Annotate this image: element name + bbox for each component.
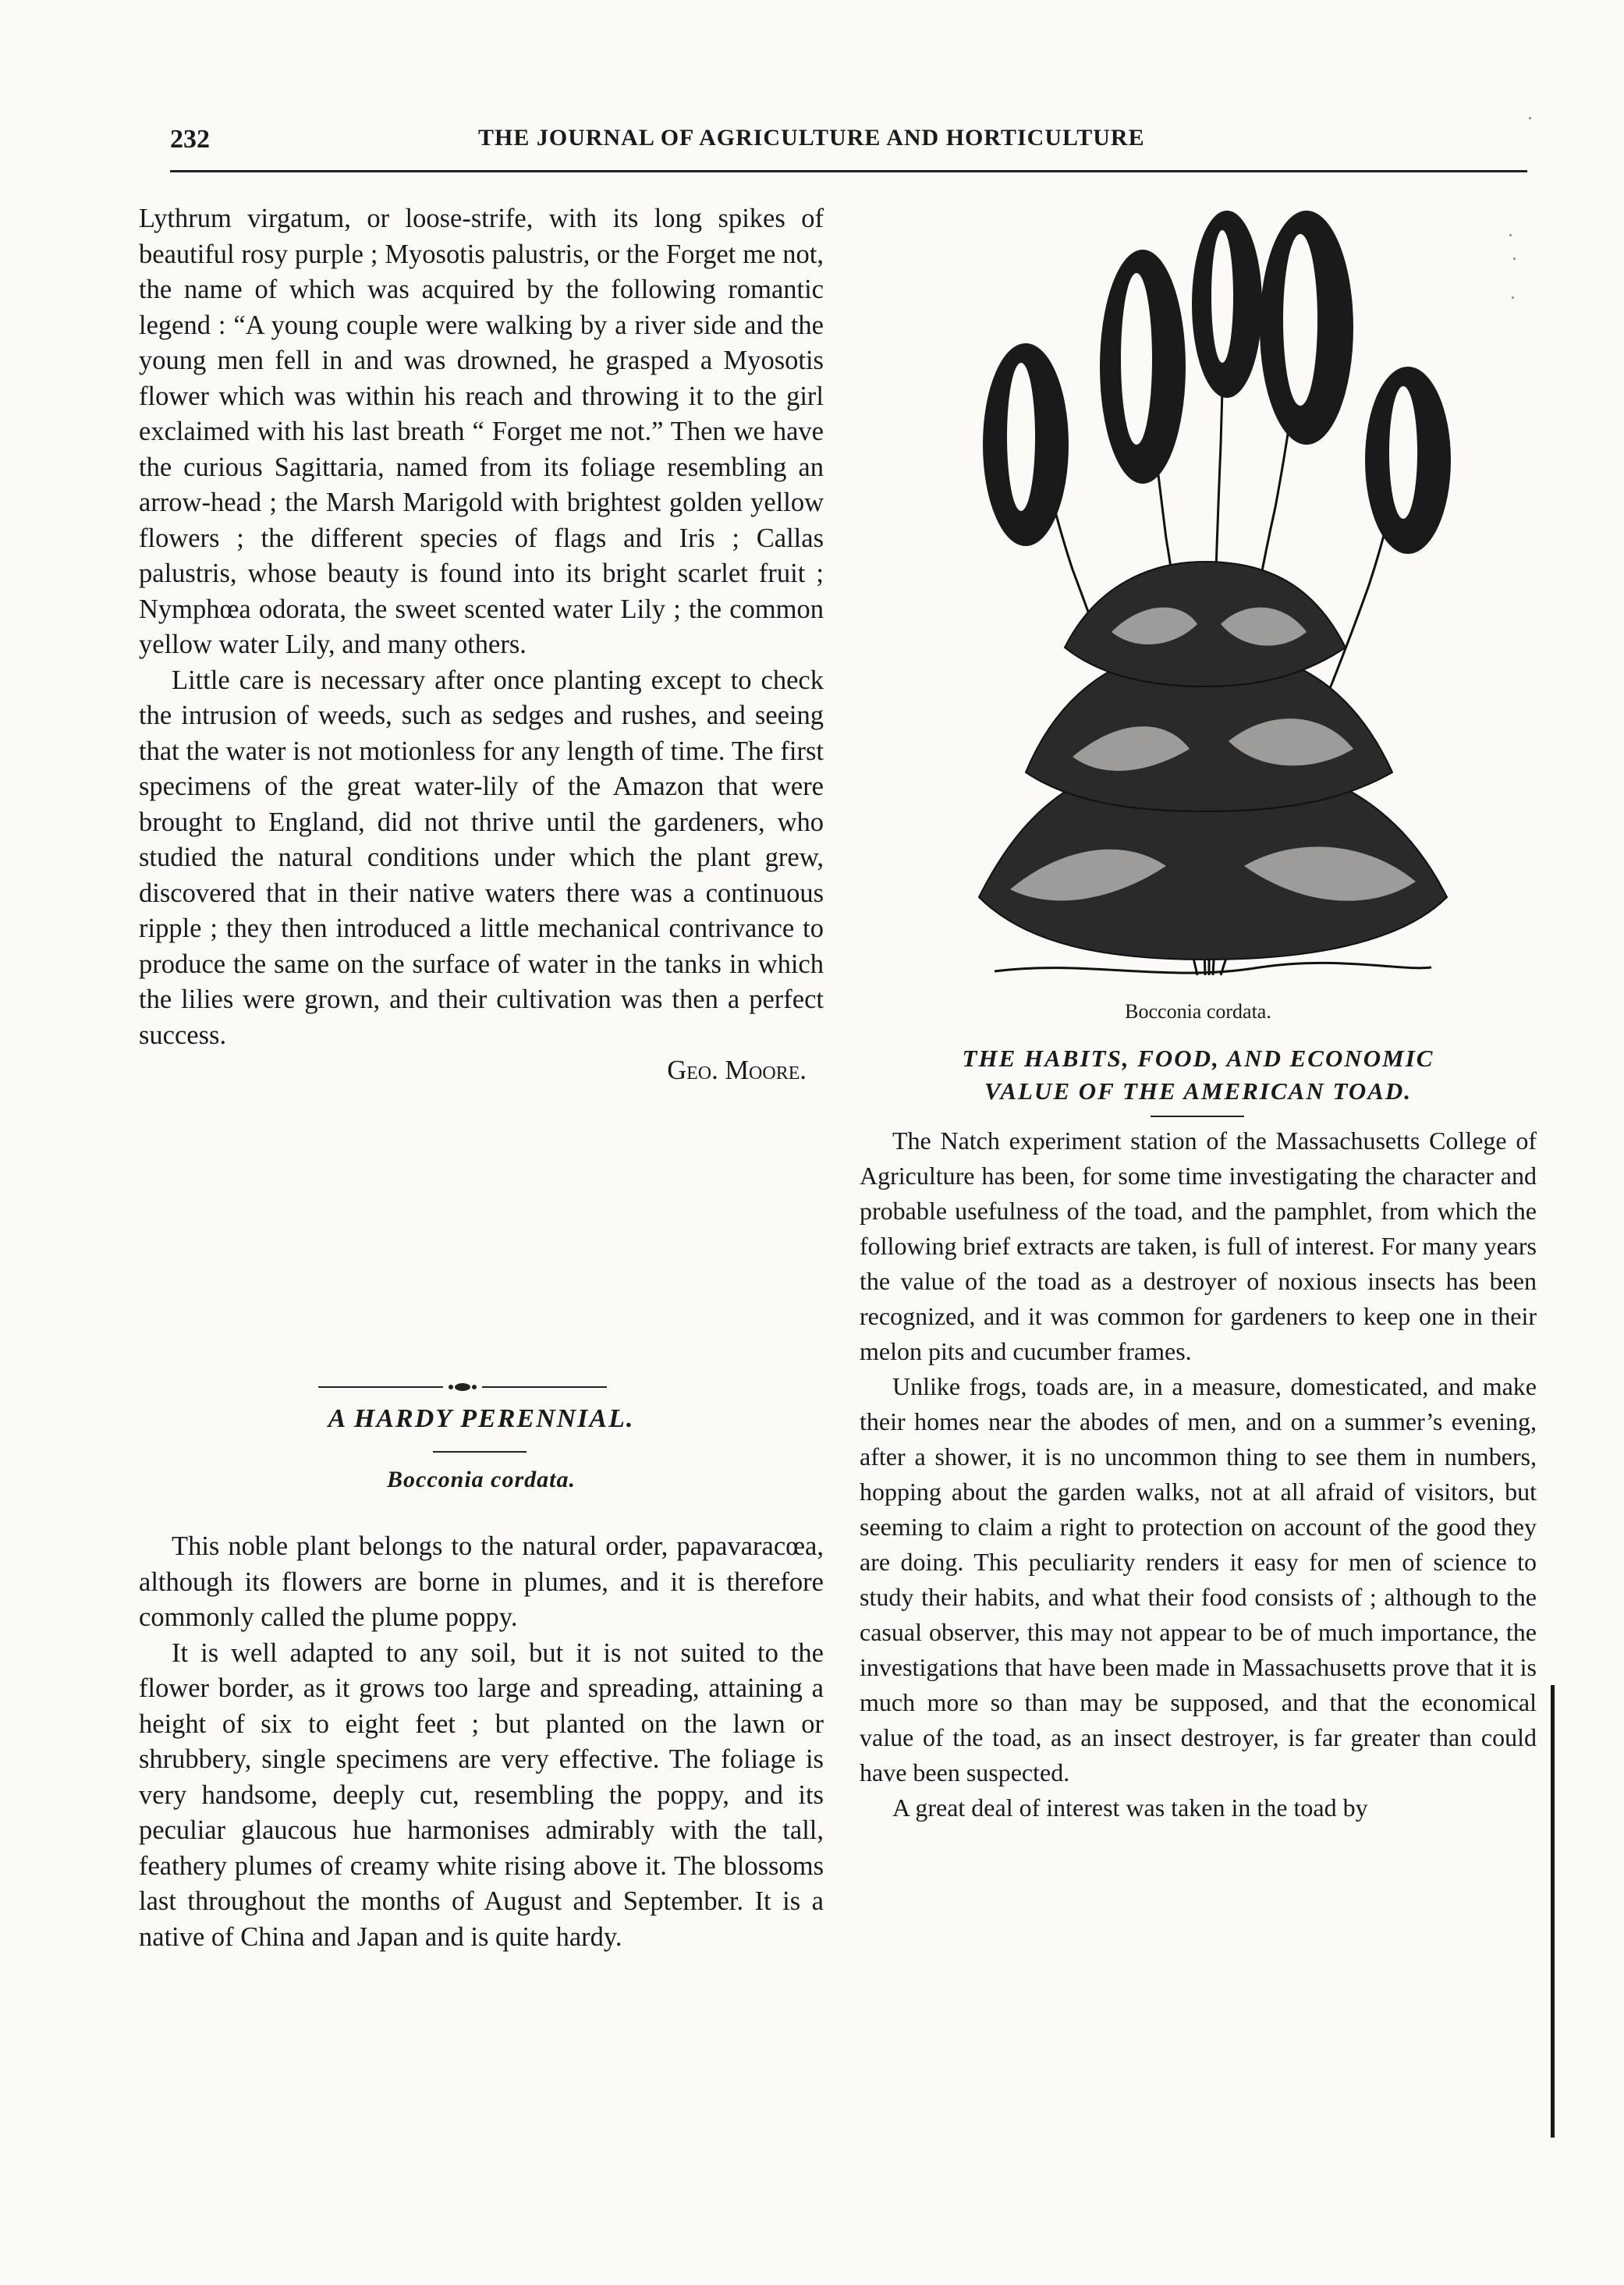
figure-caption: Bocconia cordata.	[1125, 1000, 1271, 1023]
paragraph: It is well adapted to any soil, but it is not suited to the flower border, as it grows too large and spreading, attaining a height of six to eight feet ; but planted on the lawn or shrubbery, single specimens are very effective. The foliage is very handsome, deeply cut, resembling the poppy, and its peculiar glaucous hue harmonises admirably with the tall, feathery plumes of creamy white rising above it. The blossoms last throughout the months of August and September. It is a native of China and Japan and is quite hardy.	[139, 1637, 824, 1952]
paragraph: The Natch experiment station of the Massachusetts College of Agriculture has been, for some time investigating the character and probable usefulness of the toad, and the pamphlet, from which the following brief extracts are taken, is full of interest. For many years the value of the toad as a destroyer of noxious insects has been recognized, and it was common for gardeners to keep one in their melon pits and cucumber frames.	[860, 1127, 1537, 1365]
article-subtitle: Bocconia cordata.	[387, 1467, 576, 1492]
paragraph: A great deal of interest was taken in the toad by	[892, 1794, 1368, 1822]
print-speck	[1509, 234, 1512, 236]
header-rule	[170, 170, 1527, 172]
plant-illustration	[932, 211, 1478, 991]
article-body-toad	[860, 1123, 1537, 1826]
article-title-toad	[860, 1042, 1537, 1108]
article-body-bocconia	[139, 1529, 824, 1955]
title-rule	[433, 1451, 527, 1453]
margin-binding-mark	[1551, 1685, 1555, 2138]
paragraph: Little care is necessary after once planting except to check the intrusion of weeds, such as sedges and rushes, and seeing that the water is not motionless for any length of time. The first specimens of the great water-lily of the Amazon that were brought to England, did not thrive until the gardeners, who studied the natural conditions under which the plant grew, discovered that in their native waters there was a continuous ripple ; they then introduced a little mechanical contrivance to produce the same on the surface of water in the tanks in which the lilies were grown, and their cultivation was then a perfect success.	[139, 665, 824, 1050]
print-speck	[1529, 117, 1531, 119]
article-title-line: VALUE OF THE AMERICAN TOAD.	[984, 1077, 1413, 1105]
running-head: THE JOURNAL OF AGRICULTURE AND HORTICULTURE	[478, 125, 1145, 151]
ornament-divider	[318, 1379, 607, 1395]
article-title-line: THE HABITS, FOOD, AND ECONOMIC	[962, 1045, 1434, 1072]
author-signature: Geo. Moore.	[667, 1056, 807, 1085]
title-rule	[1151, 1116, 1244, 1117]
article-title: A HARDY PERENNIAL.	[328, 1404, 635, 1433]
paragraph: This noble plant belongs to the natural order, papavaracœa, although its flowers are borne in plumes, and it is therefore commonly called the plume poppy.	[139, 1531, 824, 1632]
print-speck	[1513, 257, 1516, 260]
page-number: 232	[170, 125, 210, 154]
page-header	[170, 125, 1527, 172]
paragraph: Unlike frogs, toads are, in a measure, domesticated, and make their homes near the abodes of men, and on a summer’s evening, after a shower, it is no uncommon thing to see them in numbers, hopping about the garden walks, not at all afraid of visitors, but seeming to claim a right to protection on account of the good they are doing. This peculiarity renders it easy for men of science to study their habits, and what their food consists of ; although to the casual observer, this may not appear to be of much importance, the investigations that have been made in Massachusetts prove that it is much more so than may be supposed, and that the economical value of the toad, as an insect destroyer, is far greater than could have been suspected.	[860, 1372, 1537, 1786]
print-speck	[1512, 296, 1514, 299]
left-column-continuation	[139, 201, 824, 1089]
paragraph: Lythrum virgatum, or loose-strife, with its long spikes of beautiful rosy purple ; Myosotis palustris, or the Forget me not, the name of which was acquired by the following romantic legend : “A young couple were walking by a river side and the young men fell in and was drowned, he grasped a Myosotis flower which was within his reach and throwing it to the girl exclaimed with his last breath “ Forget me not.” Then we have the curious Sagittaria, named from its foliage resembling an arrow-head ; the Marsh Marigold with brightest golden yellow flowers ; the different species of flags and Iris ; Callas palustris, whose beauty is found into its bright scarlet fruit ; Nymphœa odorata, the sweet scented water Lily ; the common yellow water Lily, and many others.	[139, 204, 824, 659]
